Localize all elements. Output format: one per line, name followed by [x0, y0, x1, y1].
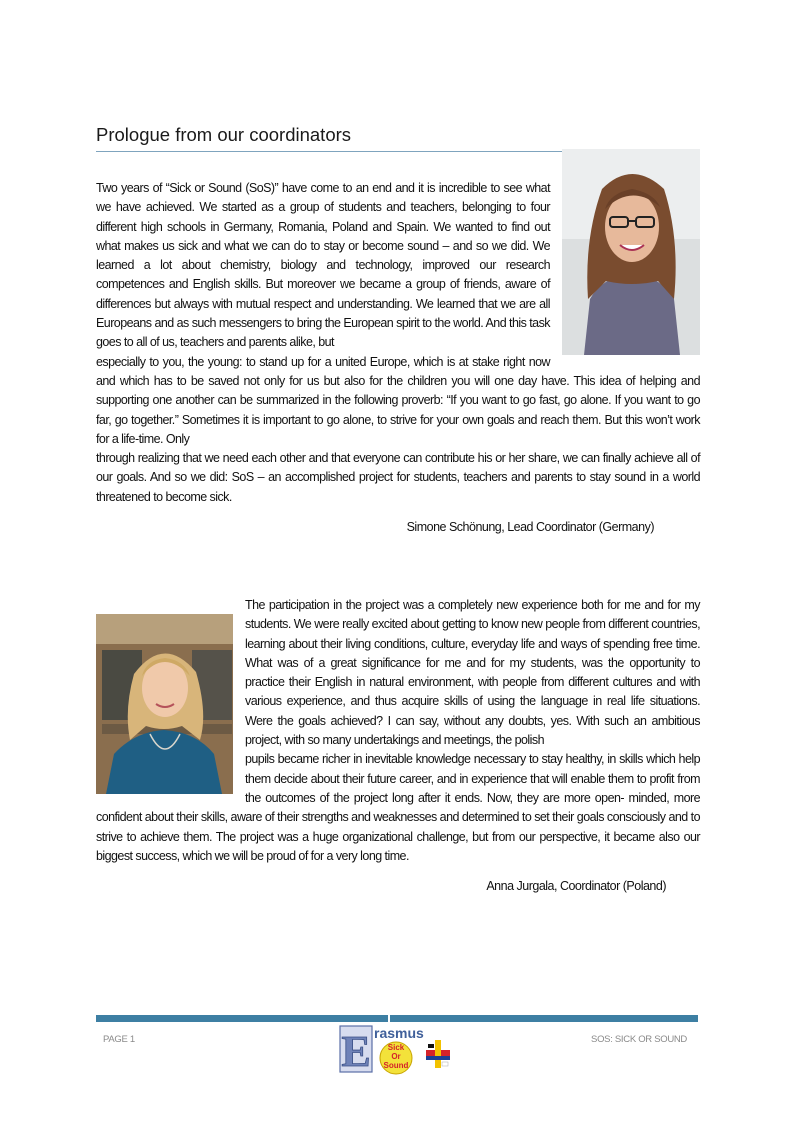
- coordinator-photo-germany: [562, 149, 700, 355]
- coordinator-section-poland: [96, 596, 700, 896]
- footer-rule-gap: [388, 1015, 390, 1022]
- logo-initial: E: [341, 1027, 371, 1076]
- footer-project-title: SOS: SICK OR SOUND: [591, 1034, 687, 1045]
- coordinator-photo-poland: [96, 614, 233, 794]
- paragraph: pupils became richer in inevitable knowledge necessary to stay healthy, in skills which help them decide about their future career, and in experience that will enable them to profit from the outcomes of the project long after it ends. Now, they are more open- minded, more confident about their skills, aware of their strengths and weaknesses and determined to set their goals consciously and to strive to achieve them. The project was a huge organizational challenge, but from our perspective, it became also our biggest success, which we will be proud of for a very long time.: [96, 752, 700, 863]
- page-number: PAGE 1: [103, 1034, 135, 1045]
- badge-line-1: Sick: [387, 1043, 405, 1052]
- badge-line-3: Sound: [383, 1061, 409, 1070]
- footer-rule: [96, 1015, 698, 1022]
- erasmus-logo: [338, 1024, 462, 1076]
- coordinator-section-germany: [96, 179, 700, 537]
- logo-wordmark: rasmus: [374, 1025, 424, 1041]
- signature: Simone Schönung, Lead Coordinator (Germany): [406, 520, 654, 535]
- signature: Anna Jurgala, Coordinator (Poland): [486, 879, 666, 894]
- paragraph: The participation in the project was a completely new experience both for me and for my students. We were really excited about getting to know new people from different countries, learning about their living conditions, culture, everyday life and ways of spending free time. What was of a great significance for me and for my students, was the opportunity to practice their English in natural environment, with people from different cultures and with various experience, and thus acquire skills of using the language in real life situations. Were the goals achieved? I can say, without any doubts, yes. With such an ambitious project, with so many undertakings and meetings, the polish: [245, 598, 700, 748]
- paragraph: through realizing that we need each other and that everyone can contribute his or her share, we can finally achieve all of our goals. And so we did: SoS – an accomplished project for students, teachers and parents to stay sound in a world threatened to become sick.: [96, 451, 700, 504]
- paragraph: especially to you, the young: to stand up for a united Europe, which is at stake right now and which has to be saved not only for us but also for the children you will one day have. This idea of helping and supporting one another can be summarized in the following proverb: “If you want to go fast, go alone. If you want to go far, go together.” Sometimes it is important to go alone, to strive for your own goals and reach them. But this won’t work for a life-time. Only: [96, 354, 700, 446]
- badge-line-2: Or: [391, 1052, 401, 1061]
- flags-cross-icon: [426, 1040, 450, 1068]
- page-title: Prologue from our coordinators: [96, 124, 700, 152]
- paragraph: Two years of “Sick or Sound (SoS)” have come to an end and it is incredible to see what we have achieved. We started as a group of students and teachers, belonging to four different high schools in Germany, Romania, Poland and Spain. We wanted to find out what makes us sick and what we can do to stay or become sound – and so we did. We learned a lot about chemistry, biology and technology, improved our research competences and English skills. But moreover we became a group of friends, aware of differences but always with mutual respect and understanding. We learned that we are all Europeans and as such messengers to bring the European spirit to the world. And this task goes to all of us, teachers and parents alike, but: [96, 181, 550, 350]
